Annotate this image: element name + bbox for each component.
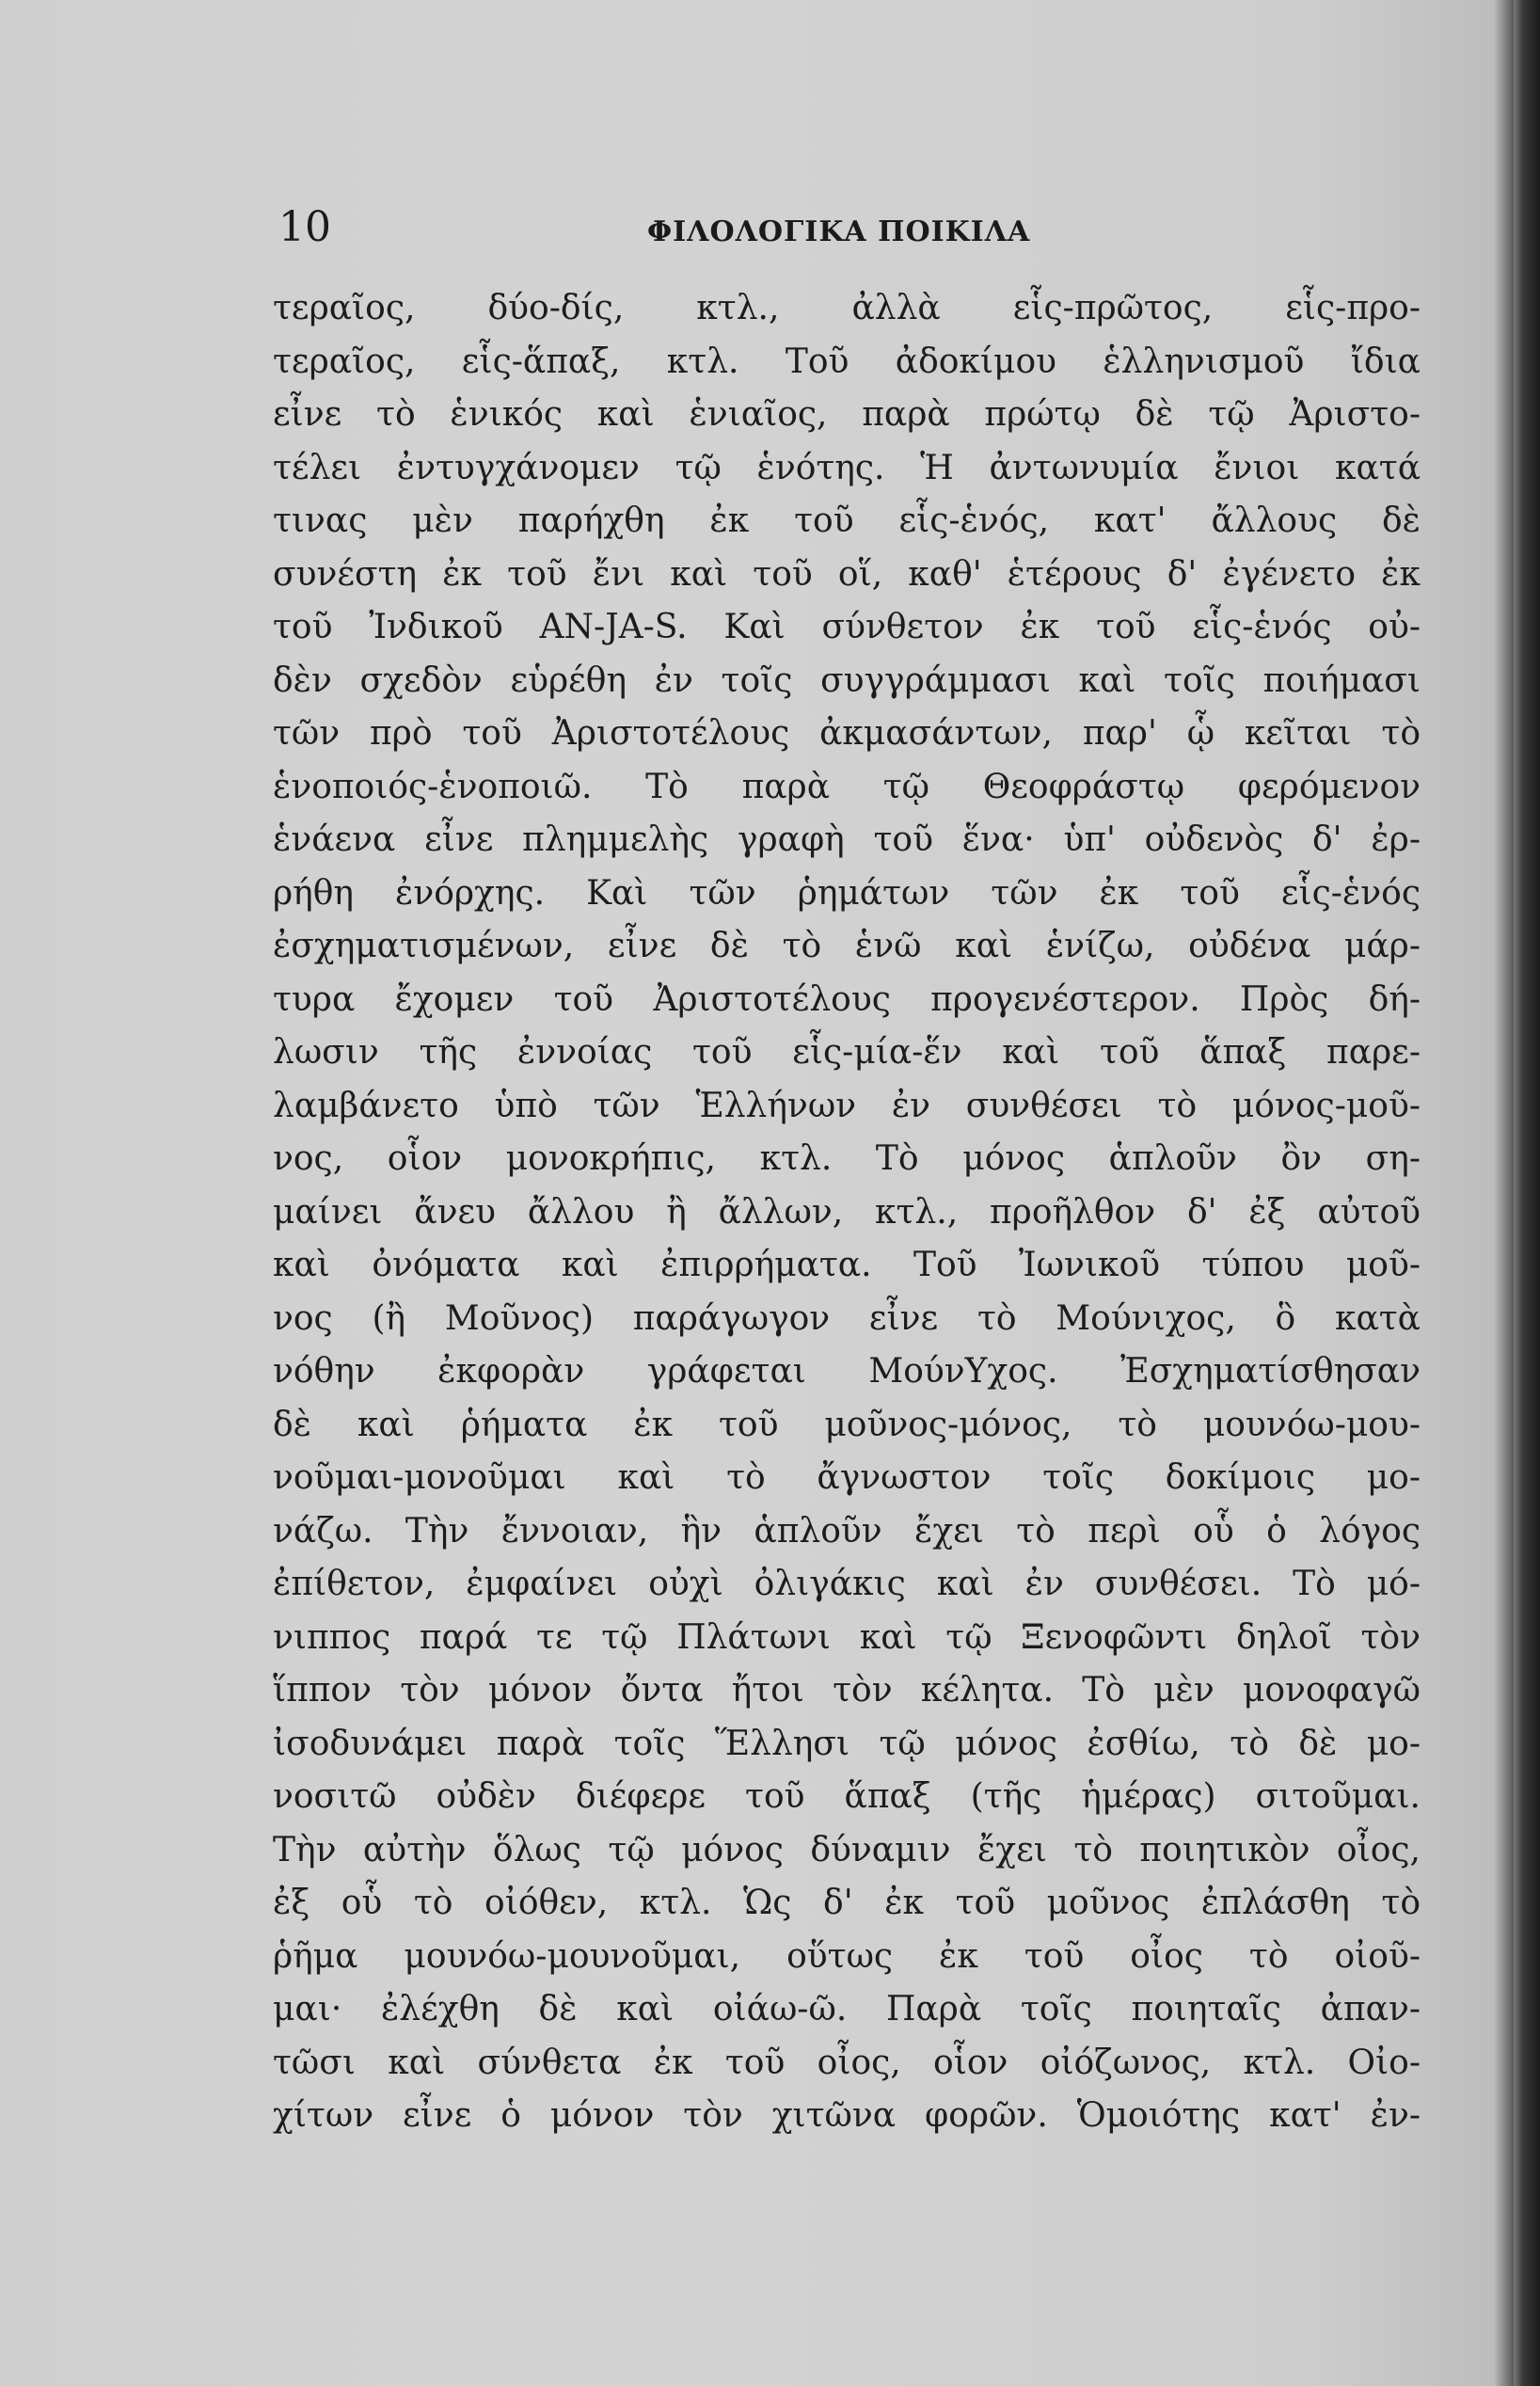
text-line: ἐπίθετον, ἐμφαίνει οὐχὶ ὀλιγάκις καὶ ἐν συνθέσει. Τὸ μό-: [273, 1565, 1421, 1603]
text-line: ἵππον τὸν μόνον ὄντα ἤτοι τὸν κέλητα. Τὸ μὲν μονοφαγῶ: [273, 1671, 1421, 1710]
body-text: [273, 282, 1421, 2143]
text-line: λωσιν τῆς ἐννοίας τοῦ εἷς-μία-ἕν καὶ τοῦ ἅπαξ παρε-: [273, 1033, 1421, 1072]
text-line: νοῦμαι-μονοῦμαι καὶ τὸ ἄγνωστον τοῖς δοκίμοις μο-: [273, 1458, 1421, 1497]
text-line: τινας μὲν παρήχθη ἐκ τοῦ εἷς-ἑνός, κατ' ἄλλους δὲ: [273, 501, 1421, 540]
text-line: λαμβάνετο ὑπὸ τῶν Ἑλλήνων ἐν συνθέσει τὸ μόνος-μοῦ-: [273, 1086, 1421, 1125]
text-line: δὲ καὶ ῥήματα ἐκ τοῦ μοῦνος-μόνος, τὸ μουνόω-μου-: [273, 1405, 1421, 1444]
text-line: συνέστη ἐκ τοῦ ἔνι καὶ τοῦ οἵ, καθ' ἑτέρους δ' ἐγένετο ἐκ: [273, 554, 1421, 594]
text-line: ἰσοδυνάμει παρὰ τοῖς Ἕλλησι τῷ μόνος ἐσθίω, τὸ δὲ μο-: [273, 1724, 1421, 1763]
text-line: τυρα ἔχομεν τοῦ Ἀριστοτέλους προγενέστερον. Πρὸς δή-: [273, 979, 1421, 1019]
text-line: ἑνοποιός-ἑνοποιῶ. Τὸ παρὰ τῷ Θεοφράστῳ φερόμενον: [273, 767, 1421, 806]
text-line: καὶ ὀνόματα καὶ ἐπιρρήματα. Τοῦ Ἰωνικοῦ τύπου μοῦ-: [273, 1246, 1421, 1284]
text-line: νόθην ἐκφορὰν γράφεται ΜούνΥχος. Ἐσχηματίσθησαν: [273, 1352, 1421, 1391]
text-line: νος (ἢ Μοῦνος) παράγωγον εἶνε τὸ Μούνιχος, ὃ κατὰ: [273, 1298, 1421, 1338]
page-header: [278, 199, 1426, 256]
text-line: τοῦ Ἰνδικοῦ AN-JA-S. Καὶ σύνθετον ἐκ τοῦ εἷς-ἑνός οὐ-: [273, 608, 1421, 646]
text-line: νοσιτῶ οὐδὲν διέφερε τοῦ ἅπαξ (τῆς ἡμέρας) σιτοῦμαι.: [273, 1777, 1421, 1816]
text-line: τέλει ἐντυγχάνομεν τῷ ἑνότης. Ἡ ἀντωνυμία ἔνιοι κατά: [273, 448, 1421, 487]
text-line: Τὴν αὐτὴν ὅλως τῷ μόνος δύναμιν ἔχει τὸ ποιητικὸν οἶος,: [273, 1830, 1421, 1869]
text-line: ἑνάενα εἶνε πλημμελὴς γραφὴ τοῦ ἕνα· ὑπ' οὐδενὸς δ' ἐρ-: [273, 820, 1421, 859]
text-line: ἐξ οὗ τὸ οἰόθεν, κτλ. Ὡς δ' ἐκ τοῦ μοῦνος ἐπλάσθη τὸ: [273, 1884, 1421, 1922]
text-line: ἐσχηματισμένων, εἶνε δὲ τὸ ἑνῶ καὶ ἑνίζω, οὐδένα μάρ-: [273, 927, 1421, 965]
text-line: τεραῖος, δύο-δίς, κτλ., ἀλλὰ εἷς-πρῶτος, εἷς-προ-: [273, 289, 1421, 327]
text-line: νιππος παρά τε τῷ Πλάτωνι καὶ τῷ Ξενοφῶντι δηλοῖ τὸν: [273, 1617, 1421, 1657]
text-line: τεραῖος, εἷς-ἅπαξ, κτλ. Τοῦ ἀδοκίμου ἑλληνισμοῦ ἴδια: [273, 342, 1421, 381]
page-binding-edge: [1514, 0, 1540, 2386]
text-line: τῶν πρὸ τοῦ Ἀριστοτέλους ἀκμασάντων, παρ' ᾧ κεῖται τὸ: [273, 714, 1421, 753]
text-line: ῥῆμα μουνόω-μουνοῦμαι, οὕτως ἐκ τοῦ οἶος τὸ οἰοῦ-: [273, 1936, 1421, 1976]
text-line: μαι· ἐλέχθη δὲ καὶ οἰάω-ῶ. Παρὰ τοῖς ποιηταῖς ἀπαν-: [273, 1990, 1421, 2028]
page-number: 10: [278, 203, 331, 251]
text-line: μαίνει ἄνευ ἄλλου ἢ ἄλλων, κτλ., προῆλθον δ' ἐξ αὐτοῦ: [273, 1192, 1421, 1232]
running-title: ΦΙΛΟΛΟΓΙΚΑ ΠΟΙΚΙΛΑ: [647, 215, 1031, 248]
text-line: τῶσι καὶ σύνθετα ἐκ τοῦ οἶος, οἷον οἰόζωνος, κτλ. Οἰο-: [273, 2043, 1421, 2082]
text-line: νος, οἷον μονοκρήπις, κτλ. Τὸ μόνος ἁπλοῦν ὂν ση-: [273, 1139, 1421, 1178]
text-line: εἶνε τὸ ἑνικός καὶ ἑνιαῖος, παρὰ πρώτῳ δὲ τῷ Ἀριστο-: [273, 395, 1421, 434]
text-line: δὲν σχεδὸν εὑρέθη ἐν τοῖς συγγράμμασι καὶ τοῖς ποιήμασι: [273, 660, 1421, 700]
text-line: νάζω. Τὴν ἔννοιαν, ἣν ἁπλοῦν ἔχει τὸ περὶ οὗ ὁ λόγος: [273, 1511, 1421, 1551]
text-line: ρήθη ἐνόρχης. Καὶ τῶν ῥημάτων τῶν ἐκ τοῦ εἷς-ἑνός: [273, 873, 1421, 913]
text-line: χίτων εἶνε ὁ μόνον τὸν χιτῶνα φορῶν. Ὁμοιότης κατ' ἐν-: [273, 2096, 1421, 2135]
